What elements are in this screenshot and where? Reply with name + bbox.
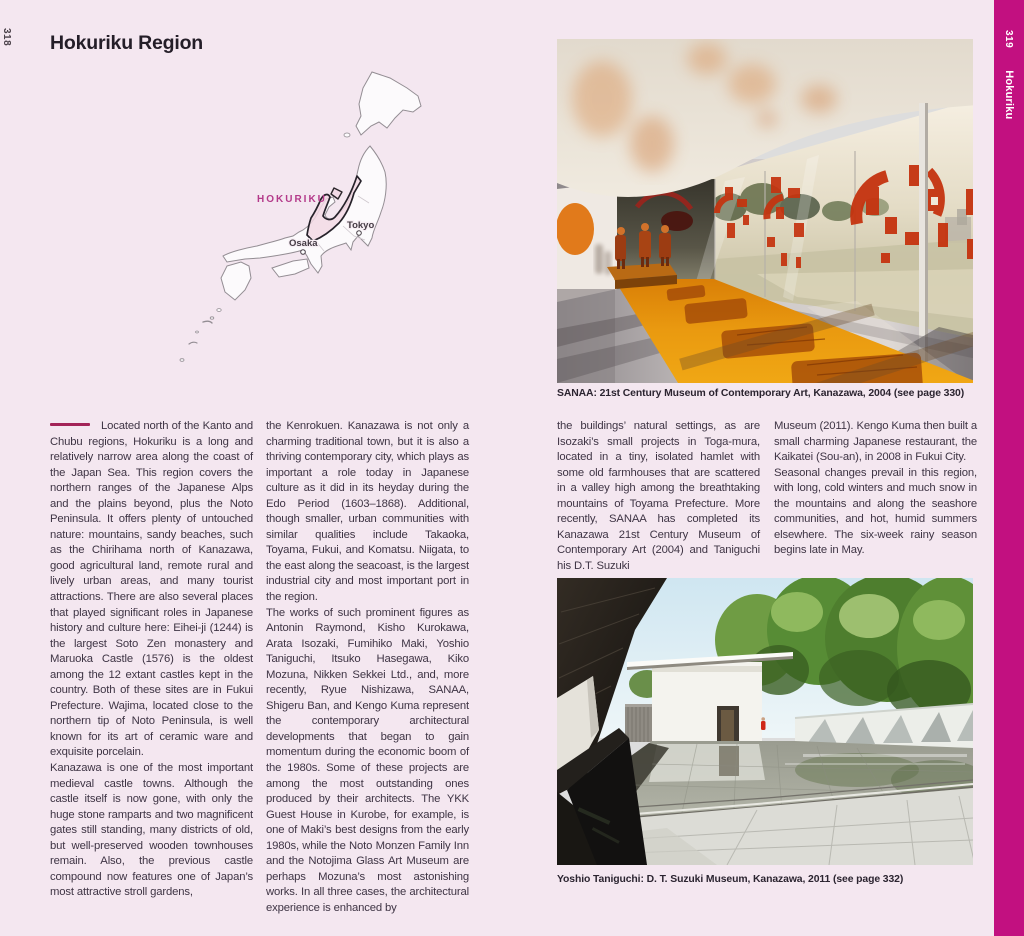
paragraph: Kanazawa is one of the most important medieval castle towns. Although the castle itself is now gone, with only the huge stone ramparts and two magnificent gates still standing, many districts of old, but well-preserved wooden townhouses remain. Also, the previous castle compound now features one of Japan’s most attractive stroll gardens,	[50, 762, 253, 899]
article-column-4	[774, 419, 977, 559]
article-column-1	[50, 419, 253, 901]
map-city-label-tokyo: Tokyo	[347, 220, 375, 231]
hokkaido-shape	[356, 72, 421, 135]
article-column-3	[557, 419, 760, 574]
tokyo-marker	[357, 231, 362, 236]
shikoku-shape	[272, 259, 309, 277]
photo-dt-suzuki-museum	[557, 578, 973, 865]
paragraph: The works of such prominent figures as Antonin Raymond, Kisho Kurokawa, Arata Isozaki, Fumihiko Maki, Yoshio Taniguchi, Itsuko Hasegawa, Kiko Mozuna, Nikken Sekkei Ltd., and, more recently, Ryue Nishizawa, SANAA, Shigeru Ban, and Kengo Kuma represent the contemporary architectural developments that began to gain momentum during the economic boom of the 1980s. Some of these projects are among the most outstanding ones produced by their architects. The YKK Guest House in Kurobe, for example, is one of Maki’s best designs from the early 1980s, while the Noto Monzen Family Inn and the Notojima Glass Art Museum are perhaps Mozuna’s most astonishing works. In all three cases, the architectural experience is enhanced by	[266, 606, 469, 914]
photo-sanaa-21st-century-museum	[557, 39, 973, 383]
page-title: Hokuriku Region	[50, 32, 204, 54]
paragraph-text: Located north of the Kanto and Chubu regions, Hokuriku is a long and relatively narrow area along the coast of the Japan Sea. This region covers the northern ranges of the Japanese Alps and the plains beyond, plus the Noto Peninsula. It offers plenty of untouched nature: mountains, sandy beaches, such as the Chirihama north of Kanazawa, good agricultural land, remote rural and lively urban areas, and many tourist attractions. There are also several places that played significant roles in Japanese history and culture here: Eihei-ji (1244) is the largest Soto Zen monastery and Maruoka Castle (1576) is the oldest among the 12 extant castles kept in the country. Both of these sites are in Fukui Prefecture. Wajima, located close to the northern tip of Noto Peninsula, is well known for its art of ceramic ware and exquisite porcelain.	[50, 420, 253, 759]
paragraph-lead-dash	[50, 423, 90, 426]
osaka-marker	[301, 250, 306, 255]
person-in-red	[761, 717, 766, 730]
paragraph: Museum (2011). Kengo Kuma then built a small charming Japanese restaurant, the Kaikatei (Sou-an), in 2008 in Fukui City.	[774, 420, 977, 464]
paragraph: the Kenrokuen. Kanazawa is not only a charming traditional town, but it is also a thriving contemporary city, which plays as important a role today in Japanese culture as it did in its heyday during the Edo Period (1603–1868). Additional, though smaller, urban communities with similar qualities include Takaoka, Toyama, Fukui, and Komatsu. Niigata, to the east along the seacoast, is the largest industrial city and most important port in the region.	[266, 420, 469, 604]
map-city-label-osaka: Osaka	[289, 238, 318, 249]
japan-map-svg	[175, 60, 467, 400]
japan-locator-map	[175, 60, 467, 400]
chapter-tab-label: Hokuriku	[1003, 70, 1015, 120]
paragraph	[50, 419, 253, 761]
figure-caption-2: Yoshio Taniguchi: D. T. Suzuki Museum, Kanazawa, 2011 (see page 332)	[557, 874, 904, 885]
left-page-number: 318	[1, 28, 12, 47]
standing-figures	[615, 223, 671, 269]
figure-caption-1: SANAA: 21st Century Museum of Contemporary Art, Kanazawa, 2004 (see page 330)	[557, 388, 965, 399]
kyushu-shape	[221, 262, 251, 300]
wall-orange-circle	[557, 203, 594, 255]
side-tab-text	[1001, 30, 1019, 119]
chapter-side-tab	[994, 0, 1024, 936]
paragraph: the buildings’ natural settings, as are Isozaki’s small projects in Toga-mura, located in a tiny, isolated hamlet with some old farmhouses that are scattered in a valley high among the breathtaking mountains of Toyama Prefecture. More recently, SANAA has completed its Kanazawa 21st Century Museum of Contemporary Art (2004) and Taniguchi his D.T. Suzuki	[557, 420, 760, 572]
right-page-number: 319	[1003, 30, 1014, 49]
stone-wall	[625, 704, 652, 742]
article-column-2	[266, 419, 469, 917]
map-region-label: HOKURIKU	[257, 194, 327, 205]
paragraph: Seasonal changes prevail in this region, with long, cold winters and much snow in the mountains and along the seashore communities, and hot, humid summers elsewhere. The six-week rainy season begins late in May.	[774, 466, 977, 557]
